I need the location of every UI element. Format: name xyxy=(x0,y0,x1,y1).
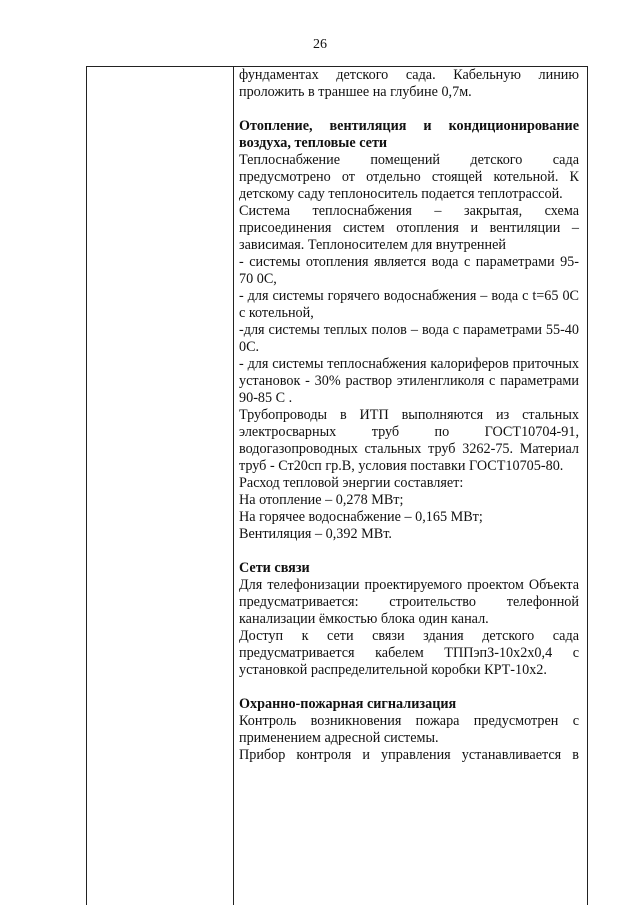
content-column xyxy=(239,67,579,764)
heating-paragraph-3: - системы отопления является вода с параметрами 95-70 0С, xyxy=(239,254,579,287)
communications-heading: Сети связи xyxy=(239,560,310,576)
heating-paragraph-8: Расход тепловой энергии составляет: xyxy=(239,475,464,491)
heating-paragraph-2: Система теплоснабжения – закрытая, схема присоединения систем отопления и вентиляции – зависимая. Теплоносителем для внутренней xyxy=(239,203,579,253)
spacer xyxy=(239,543,579,560)
heating-paragraph-1: Теплоснабжение помещений детского сада предусмотрено от отдельно стоящей котельной. К детскому саду теплоноситель подается теплотрассой. xyxy=(239,152,579,202)
document-table xyxy=(86,66,588,905)
heating-paragraph-9: На отопление – 0,278 МВт; xyxy=(239,492,404,508)
spacer xyxy=(239,101,579,118)
heating-heading: Отопление, вентиляция и кондиционирование воздуха, тепловые сети xyxy=(239,118,579,151)
fire-alarm-paragraph-2: Прибор контроля и управления устанавливается в xyxy=(239,747,579,763)
spacer xyxy=(239,679,579,696)
communications-paragraph-2: Доступ к сети связи здания детского сада предусматривается кабелем ТППэпЗ-10х2х0,4 с установкой распределительной коробки КРТ-10х2. xyxy=(239,628,579,678)
page-number: 26 xyxy=(313,37,327,52)
intro-paragraph: фундаментах детского сада. Кабельную линию проложить в траншее на глубине 0,7м. xyxy=(239,67,579,100)
column-divider xyxy=(233,67,234,905)
heating-paragraph-4: - для системы горячего водоснабжения – вода с t=65 0С с котельной, xyxy=(239,288,579,321)
heating-paragraph-10: На горячее водоснабжение – 0,165 МВт; xyxy=(239,509,483,525)
heating-paragraph-6: - для системы теплоснабжения калориферов приточных установок - 30% раствор этиленгликоля с параметрами 90-85 С . xyxy=(239,356,579,406)
communications-paragraph-1: Для телефонизации проектируемого проектом Объекта предусматривается: строительство телефонной канализации ёмкостью блока один канал. xyxy=(239,577,579,627)
fire-alarm-paragraph-1: Контроль возникновения пожара предусмотрен с применением адресной системы. xyxy=(239,713,579,746)
fire-alarm-heading: Охранно-пожарная сигнализация xyxy=(239,696,457,712)
heating-paragraph-11: Вентиляция – 0,392 МВт. xyxy=(239,526,392,542)
heating-paragraph-7: Трубопроводы в ИТП выполняются из стальных электросварных труб по ГОСТ10704-91, водогазопроводных стальных труб 3262-75. Материал труб - Ст20сп гр.В, условия поставки ГОСТ10705-80. xyxy=(239,407,579,474)
heating-paragraph-5: -для системы теплых полов – вода с параметрами 55-40 0С. xyxy=(239,322,579,355)
